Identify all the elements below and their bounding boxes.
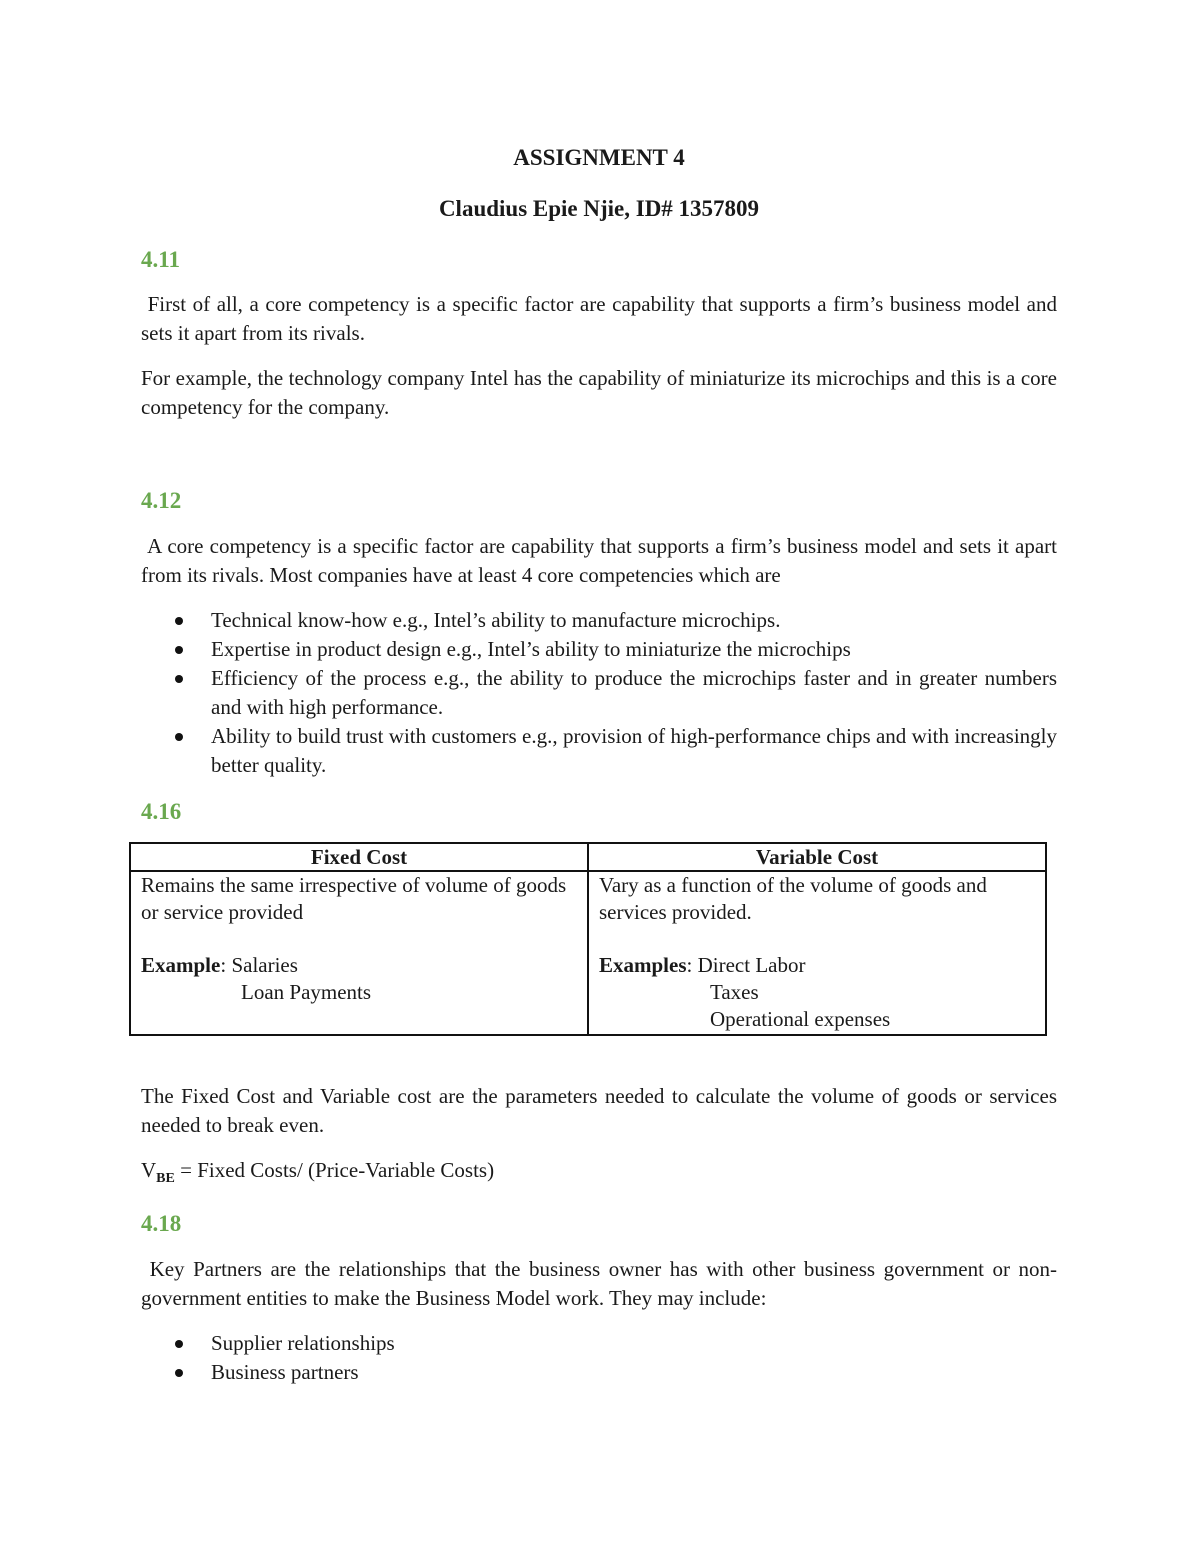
- list-item-text: Supplier relationships: [211, 1331, 395, 1356]
- paragraph-4-11-1: First of all, a core competency is a specific factor are capability that supports a firm’s business model and sets it apart from its rivals.: [141, 292, 1063, 345]
- bullet-icon: [175, 617, 183, 625]
- bullet-icon: [175, 675, 183, 683]
- variable-cost-example-line: [599, 952, 1035, 979]
- fixed-cost-cell: [130, 871, 588, 1035]
- paragraph-4-18-1: Key Partners are the relationships that the business owner has with other business government or non-government entities to make the Business Model work. They may include:: [141, 1257, 1057, 1311]
- list-item-text: Expertise in product design e.g., Intel’s ability to miniaturize the microchips: [211, 637, 851, 661]
- partners-list: [141, 1329, 1057, 1387]
- paragraph-4-11-2: For example, the technology company Intel has the capability of miniaturize its microchips and this is a core competency for the company.: [141, 366, 1057, 419]
- cost-table-wrapper: [141, 842, 1057, 1038]
- fixed-cost-example-line: [141, 952, 577, 979]
- list-item: [141, 664, 1057, 722]
- competency-list: [141, 606, 1057, 780]
- section-heading-4-11: 4.11: [141, 247, 180, 272]
- paragraph-4-16-1: The Fixed Cost and Variable cost are the parameters needed to calculate the volume of goods or services needed to break even.: [141, 1084, 1057, 1137]
- paragraph-4-12-1: A core competency is a specific factor are capability that supports a firm’s business model and sets it apart from its rivals. Most companies have at least 4 core competencies which are: [141, 534, 1063, 587]
- fixed-example-label: Example: [141, 953, 221, 977]
- variable-example-sep: :: [686, 953, 698, 977]
- variable-example-label: Examples: [599, 953, 687, 977]
- document-page: [141, 140, 1063, 1387]
- list-item: [141, 1358, 1057, 1387]
- variable-example-1: Direct Labor: [697, 953, 806, 977]
- variable-cost-description: Vary as a function of the volume of goods and services provided.: [599, 873, 987, 924]
- fixed-example-1: Salaries: [231, 953, 298, 977]
- fixed-example-2: Loan Payments: [241, 980, 372, 1004]
- variable-example-2: Taxes: [710, 980, 759, 1004]
- document-title: ASSIGNMENT 4: [513, 145, 685, 170]
- break-even-formula: [141, 1156, 1057, 1193]
- bullet-icon: [175, 733, 183, 741]
- variable-cost-cell: [588, 871, 1046, 1035]
- section-heading-4-12: 4.12: [141, 488, 182, 513]
- bullet-icon: [175, 1369, 183, 1377]
- bullet-icon: [175, 646, 183, 654]
- list-item: [141, 1329, 1057, 1358]
- author-line: Claudius Epie Njie, ID# 1357809: [438, 196, 760, 221]
- list-item-text: Business partners: [211, 1360, 359, 1385]
- formula-subscript: BE: [156, 1171, 175, 1187]
- list-item-text: Ability to build trust with customers e.g., provision of high-performance chips and with increasingly better quality.: [211, 724, 1057, 777]
- formula-rest: = Fixed Costs/ (Price-Variable Costs): [174, 1158, 495, 1182]
- section-heading-4-18: 4.18: [141, 1211, 182, 1237]
- variable-example-3: Operational expenses: [710, 1007, 891, 1031]
- fixed-cost-description: Remains the same irrespective of volume of goods or service provided: [141, 873, 567, 924]
- formula-v: V: [141, 1158, 157, 1182]
- table-header-variable-cost: Variable Cost: [588, 843, 1046, 871]
- table-header-fixed-cost: Fixed Cost: [130, 843, 588, 871]
- cost-table: [129, 842, 1047, 1036]
- list-item: [141, 635, 1057, 664]
- list-item: [141, 722, 1057, 780]
- fixed-example-sep: :: [220, 953, 232, 977]
- list-item-text: Technical know-how e.g., Intel’s ability to manufacture microchips.: [211, 608, 781, 632]
- section-heading-4-16: 4.16: [141, 799, 182, 824]
- list-item: [141, 606, 1057, 635]
- bullet-icon: [175, 1340, 183, 1348]
- table-row: [130, 871, 1046, 1035]
- list-item-text: Efficiency of the process e.g., the ability to produce the microchips faster and in greater numbers and with high performance.: [211, 666, 1057, 719]
